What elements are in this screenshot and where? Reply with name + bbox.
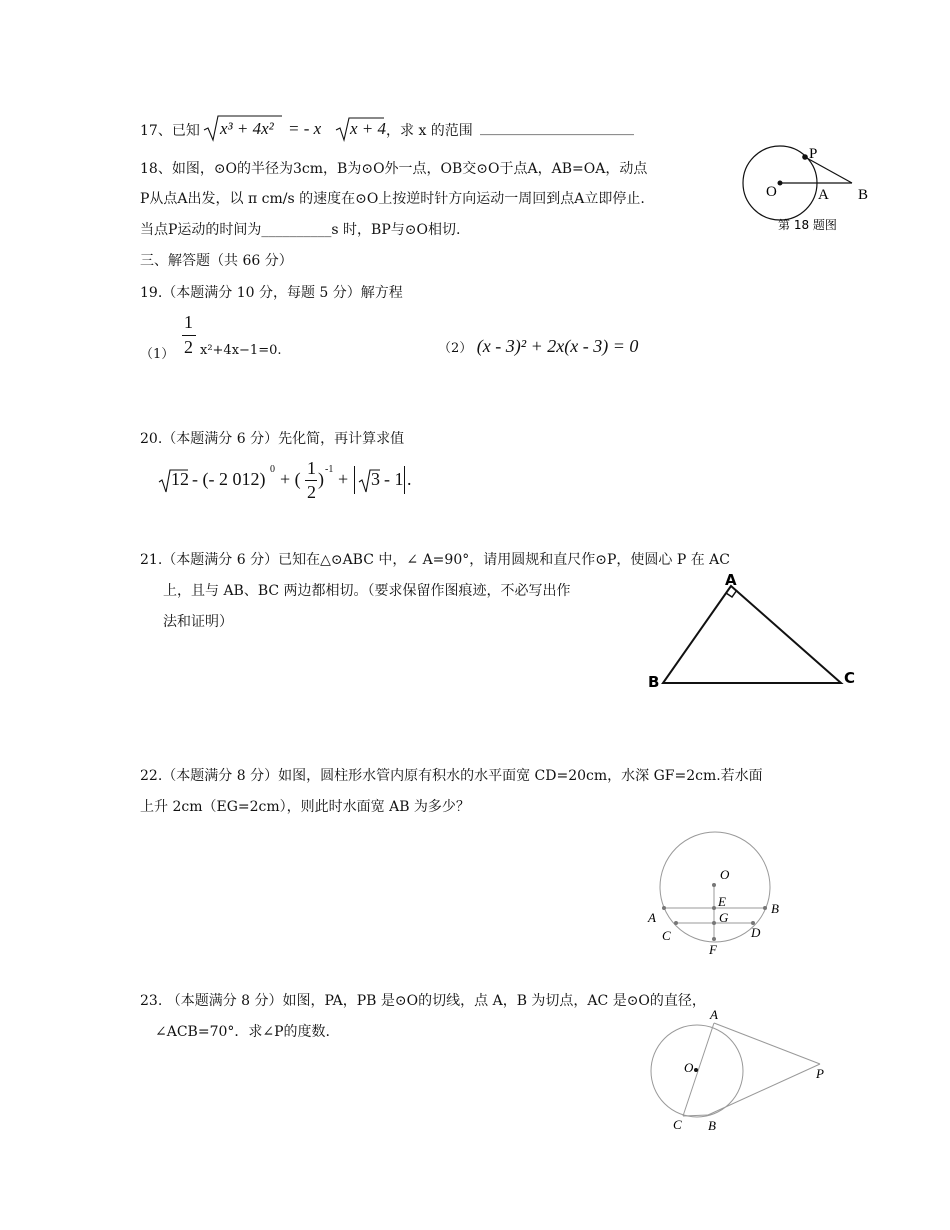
q19-part-2 xyxy=(438,336,638,357)
q17-blank[interactable]: ______________________ xyxy=(480,120,634,136)
q22-point-b xyxy=(763,906,767,910)
q22-label-c: C xyxy=(662,928,671,943)
q19-p1-label: （1） xyxy=(140,347,175,362)
q20-exp-neg1: -1 xyxy=(325,464,334,475)
q19-title: 19.（本题满分 10 分，每题 5 分）解方程 xyxy=(140,285,403,301)
q21-triangle-abc xyxy=(663,586,841,683)
q22-label-f: F xyxy=(709,942,717,957)
q17-prefix: 17、已知 xyxy=(140,123,200,139)
q22-label-a: A xyxy=(648,910,656,925)
q23-line-2: ∠ACB=70°．求∠P的度数. xyxy=(155,1024,330,1040)
q20-close-paren: ) xyxy=(318,469,324,489)
q21-label-a: A xyxy=(725,571,737,589)
q21-triangle-figure xyxy=(645,570,865,695)
q18-label-p: P xyxy=(809,146,818,162)
q21-line-1: 21.（本题满分 6 分）已知在△⊙ABC 中，∠ A=90°，请用圆规和直尺作⊙P，使圆心 P 在 AC xyxy=(140,552,730,568)
q23-tangent-figure xyxy=(640,1000,840,1140)
q20-radicand-12: 12 xyxy=(171,469,189,489)
q21-line-3: 法和证明） xyxy=(163,614,233,630)
q17-radicand-1: x³ + 4x² xyxy=(220,119,274,138)
q22-point-f xyxy=(712,937,716,941)
q22-label-b: B xyxy=(771,901,779,916)
q20-end: . xyxy=(407,469,412,489)
q18-caption: 第 18 题图 xyxy=(778,218,837,232)
q19-p1-fraction-bar xyxy=(182,335,196,336)
q19-p1-rest: x²+4x−1=0. xyxy=(200,343,282,358)
q20-minus-1: - 1 xyxy=(384,469,404,489)
q22-label-o: O xyxy=(720,867,730,882)
q18-label-o: O xyxy=(766,184,777,200)
q22-label-d: D xyxy=(751,925,761,940)
q23-label-c: C xyxy=(673,1117,682,1132)
q21-label-b: B xyxy=(648,673,660,691)
q21-line-2: 上，且与 AB、BC 两边都相切。（要求保留作图痕迹，不必写出作 xyxy=(163,583,571,599)
q20-frac-numerator: 1 xyxy=(307,458,316,478)
q22-point-g xyxy=(712,921,716,925)
q20-term-2012: - (- 2 012) xyxy=(192,469,266,489)
q20-plus-paren: + ( xyxy=(280,469,301,489)
q17-radicand-2: x + 4 xyxy=(350,119,387,138)
q20-radicand-3: 3 xyxy=(371,469,380,489)
q23-label-o: O xyxy=(684,1060,694,1075)
q23-tangent-pb xyxy=(708,1064,820,1115)
q18-label-b: B xyxy=(858,187,869,203)
q20-exp-0: 0 xyxy=(270,464,275,475)
q23-point-o xyxy=(694,1068,698,1072)
section-3-title: 三、解答题（共 66 分） xyxy=(140,253,293,269)
q22-point-c xyxy=(674,921,678,925)
q22-point-e xyxy=(712,906,716,910)
q22-label-e: E xyxy=(718,894,726,909)
q22-point-o xyxy=(712,883,716,887)
q22-label-g: G xyxy=(719,910,729,925)
q23-label-b: B xyxy=(708,1118,716,1133)
q19-part-1 xyxy=(140,312,440,372)
q23-label-a: A xyxy=(710,1007,718,1022)
q20-abs-right-bar xyxy=(404,466,405,494)
q23-chord-cb xyxy=(683,1115,708,1116)
q22-line-2: 上升 2cm（EG=2cm），则此时水面宽 AB 为多少？ xyxy=(140,799,470,815)
q20-abs-left-bar xyxy=(354,466,355,494)
q21-label-c: C xyxy=(844,669,856,687)
q18-point-p xyxy=(802,154,808,160)
q18-figure xyxy=(740,138,880,238)
q19-p2-expression: (x - 3)² + 2x(x - 3) = 0 xyxy=(476,336,639,356)
q19-p1-numerator: 1 xyxy=(184,312,193,332)
q20-frac-bar xyxy=(305,480,317,481)
q20-expression xyxy=(158,460,438,506)
q18-line-2: P从点A出发，以 π cm/s 的速度在⊙O上按逆时针方向运动一周回到点A立即停止. xyxy=(140,191,645,207)
q19-p2-label: （2） xyxy=(438,341,473,356)
q22-line-1: 22.（本题满分 8 分）如图，圆柱形水管内原有积水的水平面宽 CD=20cm，水深 GF=2cm.若水面 xyxy=(140,768,763,784)
q20-frac-denominator: 2 xyxy=(307,482,316,502)
q20-title: 20.（本题满分 6 分）先化简，再计算求值 xyxy=(140,431,405,447)
q20-plus: + xyxy=(338,469,349,489)
q19-p1-denominator: 2 xyxy=(184,337,193,357)
q17-equals: = - x xyxy=(288,119,322,138)
q23-tangent-pa xyxy=(714,1023,820,1064)
q18-line-1: 18、如图，⊙O的半径为3cm，B为⊙O外一点，OB交⊙O于点A，AB=OA，动点 xyxy=(140,161,648,177)
q18-label-a: A xyxy=(818,187,829,203)
q22-pipe-figure xyxy=(640,825,790,960)
q18-line-3: 当点P运动的时间为__________s 时，BP与⊙O相切. xyxy=(140,222,461,238)
q23-label-p: P xyxy=(816,1066,824,1081)
q23-line-1: 23. （本题满分 8 分）如图，PA，PB 是⊙O的切线，点 A，B 为切点，AC 是⊙O的直径， xyxy=(140,993,706,1009)
q18-point-o xyxy=(778,181,783,186)
q17-suffix: ，求 x 的范围 xyxy=(386,123,473,139)
q22-point-a xyxy=(662,906,666,910)
